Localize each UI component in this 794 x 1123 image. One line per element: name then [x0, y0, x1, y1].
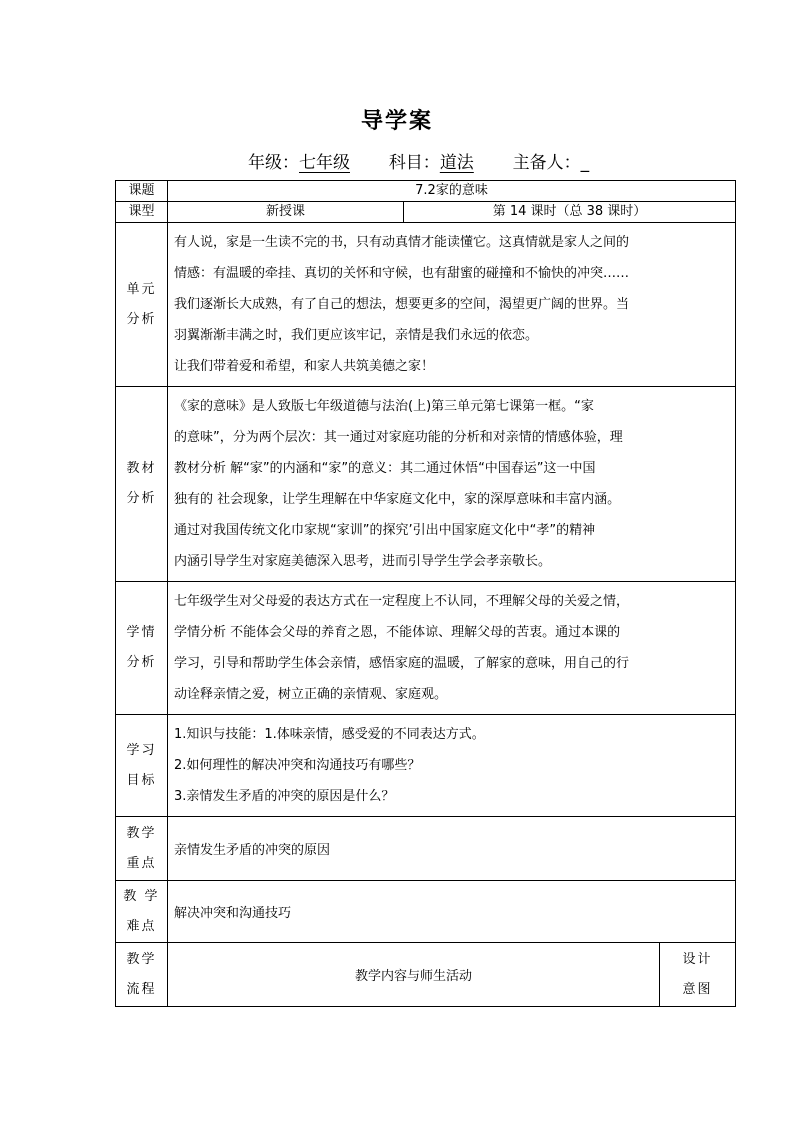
- subject-label: 科目：: [388, 153, 440, 173]
- goal-line: 3.亲情发生矛盾的冲突的原因是什么？: [174, 789, 395, 804]
- difficult-point-value: 解决冲突和沟通技巧: [168, 881, 736, 943]
- flow-label-line-2: 流程: [126, 981, 157, 997]
- material-analysis-text: [168, 387, 736, 582]
- learning-goals-text: [168, 715, 736, 817]
- material-analysis-label: [116, 387, 168, 582]
- learner-analysis-label: [116, 582, 168, 715]
- learning-goals-label: [116, 715, 168, 817]
- material-analysis-row: [116, 387, 736, 582]
- header-meta: [248, 148, 589, 173]
- design-intent-header: [660, 943, 736, 1007]
- teaching-content-header: 教学内容与师生活动: [168, 943, 660, 1007]
- unit-label-line-1: 单元: [126, 281, 157, 297]
- learner-analysis-row: [116, 582, 736, 715]
- material-line: 独有的 社会现象，让学生理解在中华家庭文化中，家的深厚意味和丰富内涵。: [174, 492, 621, 507]
- key-point-row: [116, 817, 736, 881]
- difficult-label-line-1: 教 学: [123, 888, 160, 904]
- learner-line: 学习，引导和帮助学生体会亲情，感悟家庭的温暖，了解家的意味，用自己的行: [174, 656, 630, 671]
- document-title: 导学案: [360, 109, 433, 134]
- type-label: 课型: [116, 202, 168, 223]
- unit-line: 有人说，家是一生读不完的书，只有动真情才能读懂它。这真情就是家人之间的: [174, 235, 630, 250]
- design-label-line-1: 设计: [682, 951, 713, 967]
- difficult-point-row: [116, 881, 736, 943]
- material-line: 《家的意味》是人致版七年级道德与法治(上)第三单元第七课第一框。“家: [174, 399, 594, 414]
- teaching-flow-row: [116, 943, 736, 1007]
- unit-analysis-text: [168, 223, 736, 387]
- learner-label-line-2: 分析: [126, 655, 157, 670]
- key-label-line-2: 重点: [126, 855, 157, 871]
- material-line: 通过对我国传统文化巾家规“家训”的探究’引出中国家庭文化中“孝”的精神: [174, 523, 596, 538]
- unit-line: 情感：有温暖的牵挂、真切的关怀和守候，也有甜蜜的碰撞和不愉快的冲突……: [174, 266, 630, 281]
- type-value: 新授课: [168, 202, 404, 223]
- preparer-label: 主备人：: [512, 153, 581, 173]
- topic-row: [116, 181, 736, 202]
- flow-label-line-1: 教学: [126, 951, 157, 967]
- teaching-flow-label: [116, 943, 168, 1007]
- topic-value: 7.2家的意味: [168, 181, 736, 202]
- preparer-value: _: [580, 153, 590, 173]
- material-label-line-2: 分析: [126, 491, 157, 506]
- material-label-line-1: 教材: [126, 461, 157, 476]
- goal-line: 2.如何理性的解决冲突和沟通技巧有哪些？: [174, 758, 421, 773]
- unit-analysis-row: [116, 223, 736, 387]
- learner-analysis-text: [168, 582, 736, 715]
- unit-line: 我们逐渐长大成熟，有了自己的想法，想要更多的空间，渴望更广阔的世界。当: [174, 297, 630, 312]
- subject-value: 道法: [439, 153, 474, 173]
- key-label-line-1: 教学: [126, 825, 157, 841]
- material-line: 内涵引导学生对家庭美德深入思考，进而引导学生学会孝亲敬长。: [174, 554, 552, 569]
- unit-analysis-label: [116, 223, 168, 387]
- unit-line: 羽翼渐渐丰满之时，我们更应该牢记，亲情是我们永远的依恋。: [174, 328, 539, 343]
- grade-label: 年级：: [248, 153, 299, 173]
- key-point-value: 亲情发生矛盾的冲突的原因: [168, 817, 736, 881]
- unit-line: 让我们带着爱和希望，和家人共筑美德之家！: [174, 359, 435, 374]
- unit-label-line-2: 分析: [126, 311, 157, 327]
- topic-label: 课题: [116, 181, 168, 202]
- period-value: 第 14 课时（总 38 课时）: [404, 202, 736, 223]
- learner-line: 学情分析 不能体会父母的养育之恩，不能体谅、理解父母的苦衷。通过本课的: [174, 625, 621, 640]
- key-point-label: [116, 817, 168, 881]
- difficult-label-line-2: 难点: [126, 918, 157, 934]
- goal-line: 1.知识与技能：1.体味亲情，感受爱的不同表达方式。: [174, 727, 485, 742]
- grade-value: 七年级: [299, 153, 350, 173]
- learner-line: 七年级学生对父母爱的表达方式在一定程度上不认同，不理解父母的关爱之情，: [174, 594, 630, 609]
- goal-label-line-1: 学习: [126, 742, 157, 758]
- learner-line: 动诠释亲情之爱，树立正确的亲情观、家庭观。: [174, 687, 448, 702]
- type-row: [116, 202, 736, 223]
- learning-goals-row: [116, 715, 736, 817]
- design-label-line-2: 意图: [682, 981, 713, 997]
- lesson-plan-table: [115, 180, 736, 1007]
- goal-label-line-2: 目标: [126, 772, 157, 788]
- learner-label-line-1: 学情: [126, 625, 157, 640]
- difficult-point-label: [116, 881, 168, 943]
- material-line: 的意味”，分为两个层次：其一通过对家庭功能的分析和对亲情的情感体验，理: [174, 430, 623, 445]
- material-line: 教材分析 解“家”的内涵和“家”的意义：其二通过休悟“中国春运”这一中国: [174, 461, 596, 476]
